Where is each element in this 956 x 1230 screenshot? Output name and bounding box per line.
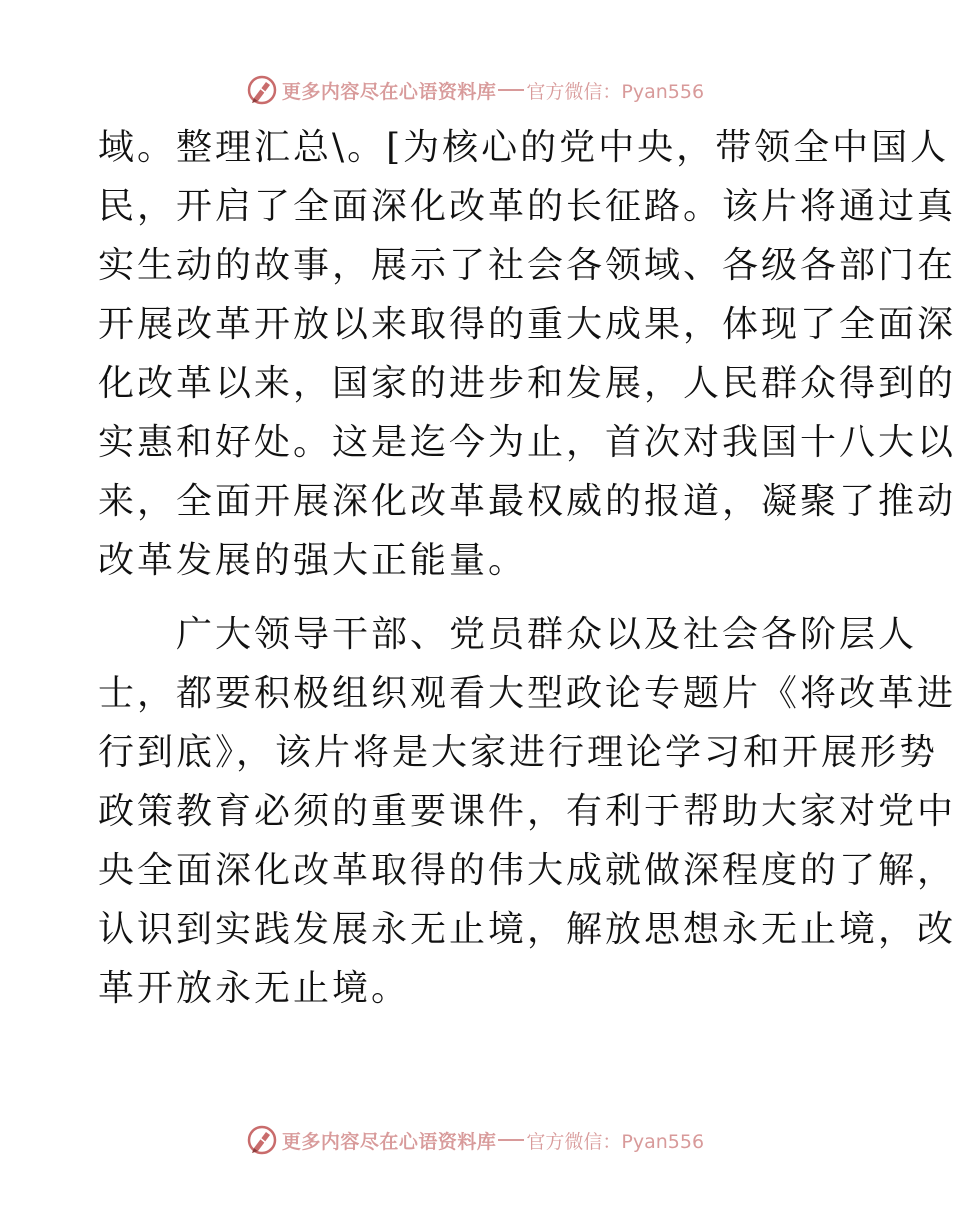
document-body	[98, 118, 956, 1018]
text-line: 认识到实践发展永无止境，解放思想永无止境，改	[98, 909, 956, 950]
text-line: 改革发展的强大正能量。	[98, 540, 528, 581]
text-line: 域。整理汇总\。[为核心的党中央，带领全中国人	[98, 127, 950, 168]
text-line: 化改革以来，国家的进步和发展，人民群众得到的	[98, 363, 956, 404]
text-line: 央全面深化改革取得的伟大成就做深程度的了解，	[98, 850, 956, 891]
header-brand-text: 更多内容尽在心语资料库	[281, 80, 497, 103]
footer-dash	[498, 1139, 524, 1141]
text-line: 来，全面开展深化改革最权威的报道，凝聚了推动	[98, 481, 956, 522]
footer-brand-text: 更多内容尽在心语资料库	[281, 1130, 497, 1153]
text-line: 革开放永无止境。	[98, 968, 411, 1009]
paragraph-2	[98, 605, 956, 1018]
footer-watermark	[0, 1120, 950, 1160]
footer-wechat-text: 官方微信：Pyan556	[526, 1130, 705, 1153]
text-line: 行到底》，该片将是大家进行理论学习和开展形势	[98, 732, 939, 773]
text-line: 士，都要积极组织观看大型政论专题片《将改革进	[98, 673, 956, 714]
text-line: 政策教育必须的重要课件，有利于帮助大家对党中	[98, 791, 956, 832]
text-line: 开展改革开放以来取得的重大成果，体现了全面深	[98, 304, 956, 345]
paragraph-1	[98, 118, 956, 590]
text-line: 实生动的故事，展示了社会各领域、各级各部门在	[98, 245, 956, 286]
text-line: 实惠和好处。这是迄今为止，首次对我国十八大以	[98, 422, 956, 463]
text-line: 民，开启了全面深化改革的长征路。该片将通过真	[98, 186, 956, 227]
header-wechat-text: 官方微信：Pyan556	[526, 80, 705, 103]
header-dash	[498, 89, 524, 91]
paragraph-gap	[98, 590, 858, 605]
pen-logo-icon	[246, 1124, 278, 1156]
header-watermark	[0, 70, 950, 110]
pen-logo-icon	[246, 74, 278, 106]
text-line: 广大领导干部、党员群众以及社会各阶层人	[98, 614, 918, 655]
